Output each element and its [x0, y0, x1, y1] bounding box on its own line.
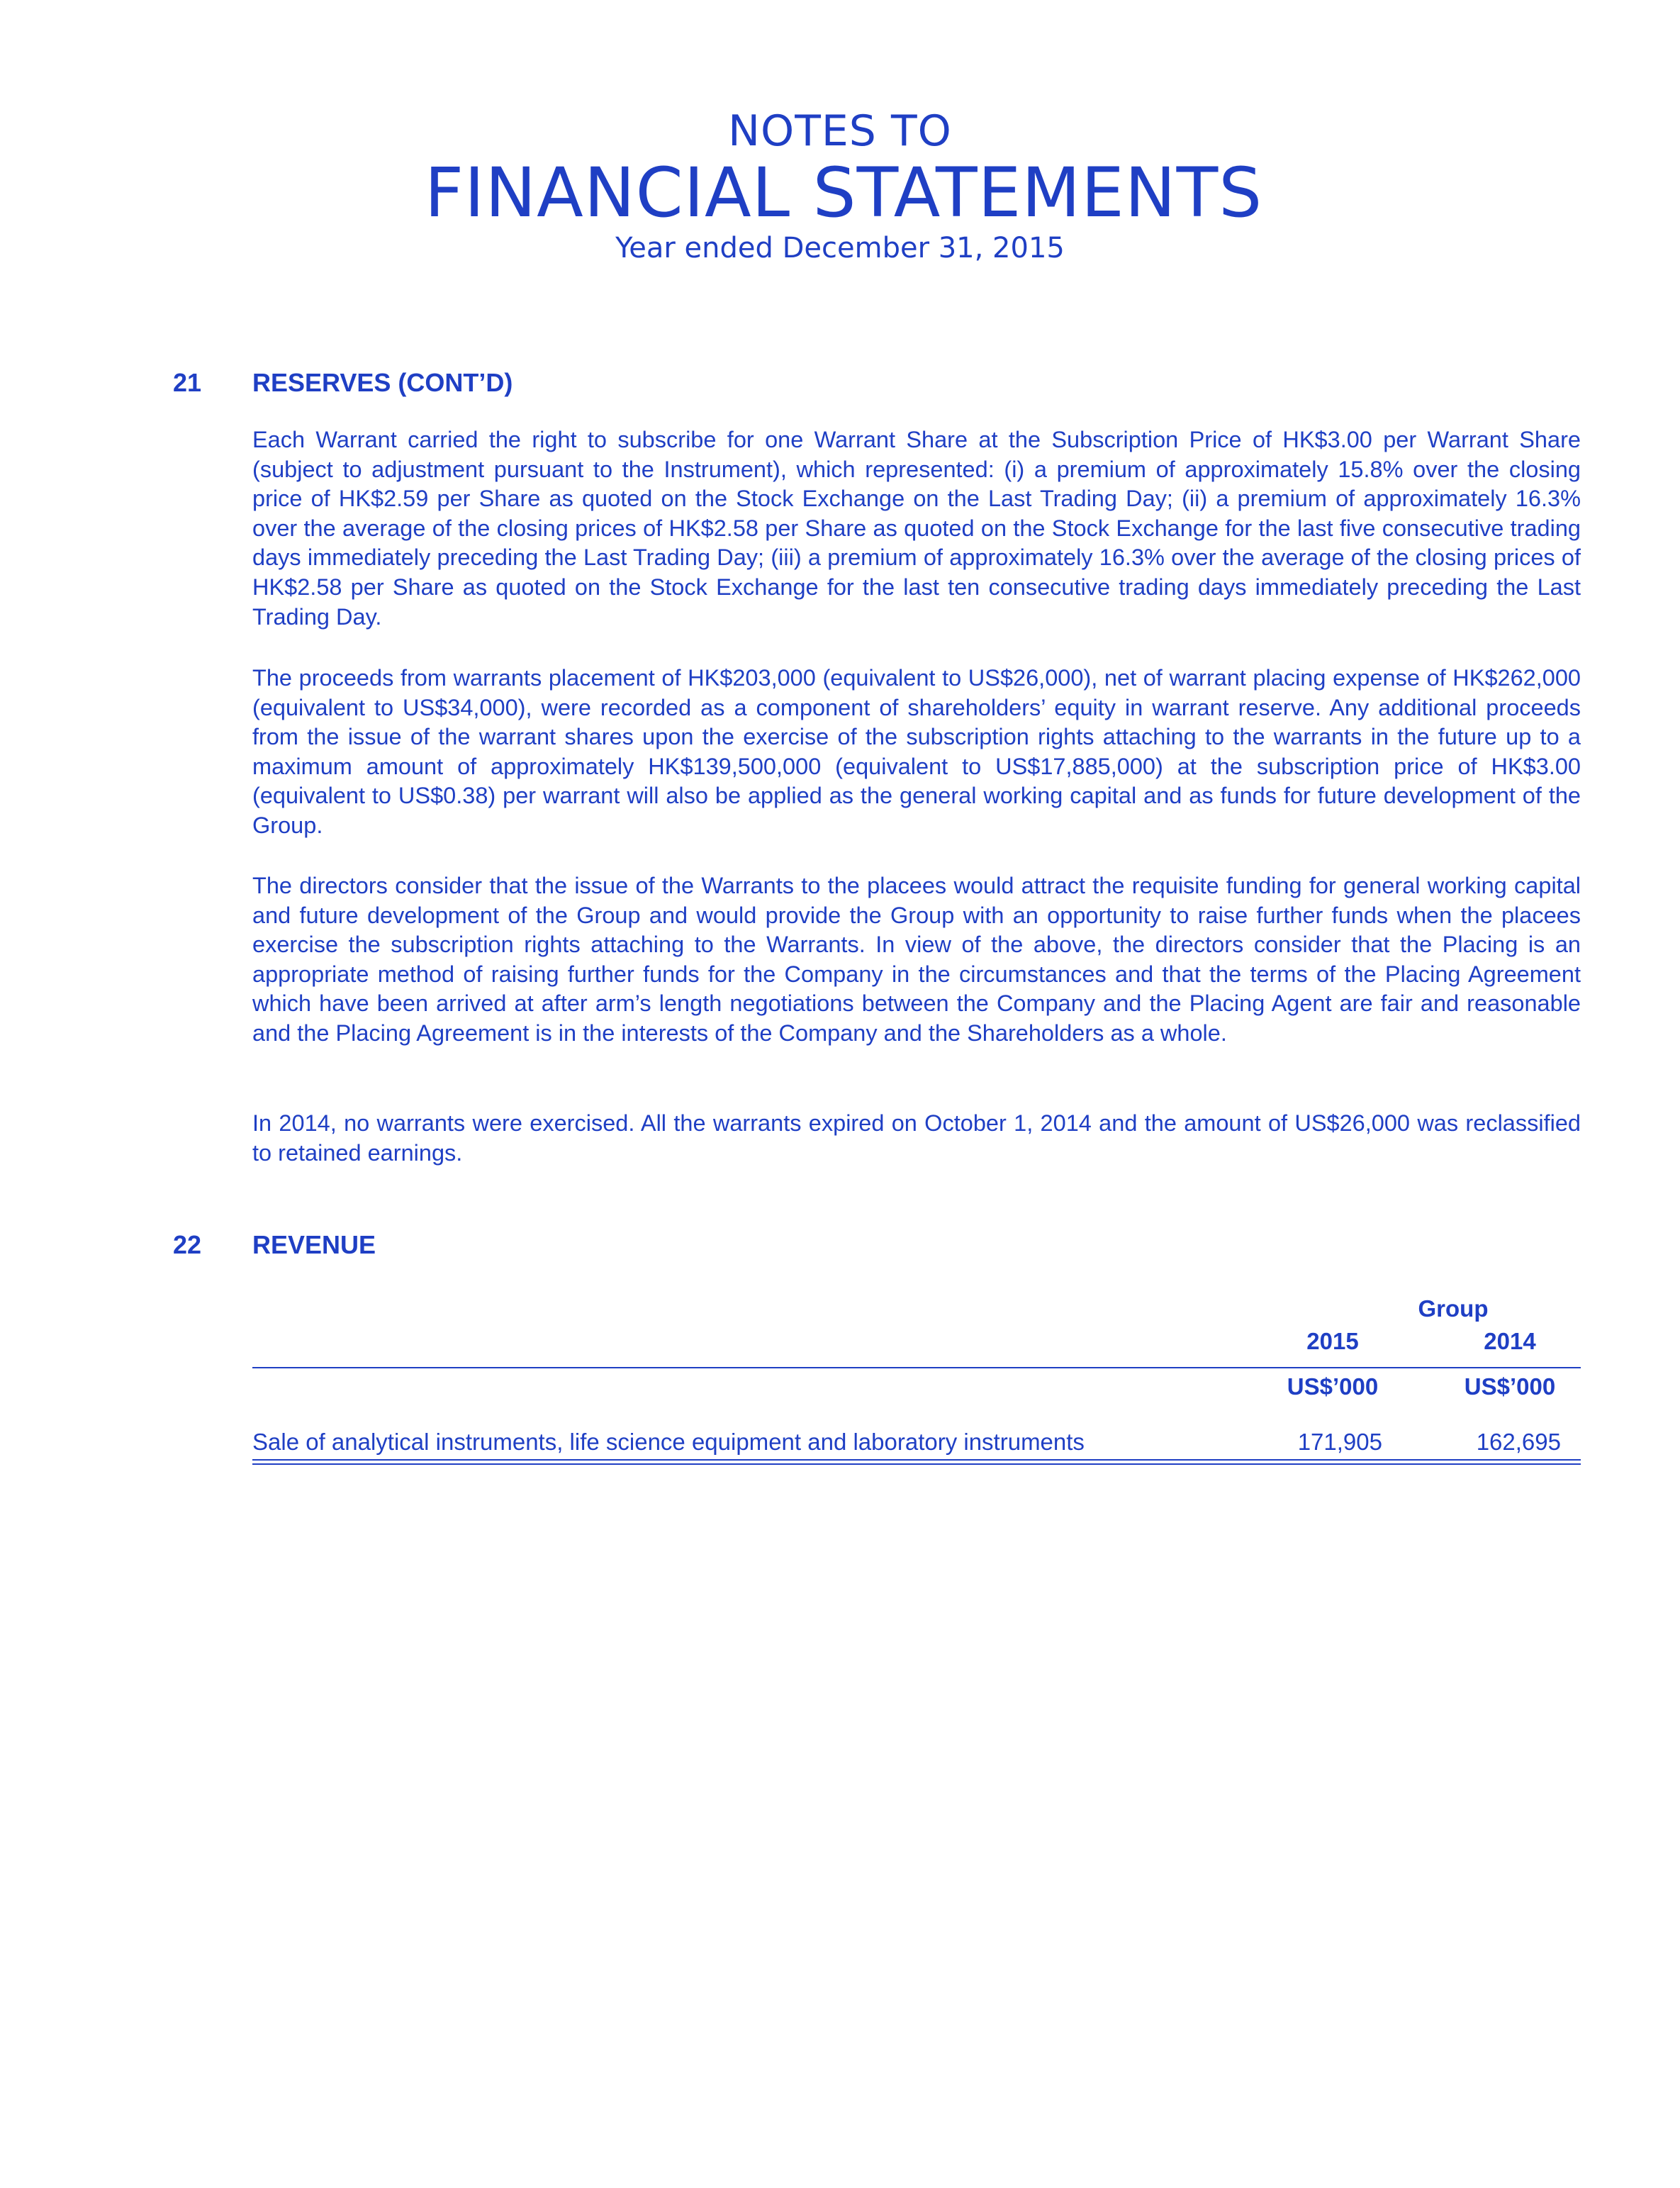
table-total-rule-top	[252, 1459, 1581, 1461]
section-21-title: RESERVES (CONT’D)	[252, 368, 513, 397]
section-21-paragraph-2: The proceeds from warrants placement of HK$203,000 (equivalent to US$26,000), net of warrant placing expense of HK$262,000 (equivalent to US$34,000), were recorded as a component of shareholders’ equity in warrant reserve. Any additional proceeds from the issue of the warrant shares upon the exercise of the subscription rights attaching to the warrants in the future up to a maximum amount of approximately HK$139,500,000 (equivalent to US$17,885,000) at the subscription price of HK$3.00 (equivalent to US$0.38) per warrant will also be applied as the general working capital and as funds for future development of the Group.	[252, 665, 1581, 838]
section-21-number: 21	[173, 368, 202, 397]
section-21-paragraph-3: The directors consider that the issue of the Warrants to the placees would attract the requisite funding for general working capital and future development of the Group and would provide the Group with an opportunity to raise further funds when the placees exercise the subscription rights attaching to the Warrants. In view of the above, the directors consider that the Placing is an appropriate method of raising further funds for the Company in the circumstances and that the terms of the Placing Agreement which have been arrived at after arm’s length negotiations between the Company and the Placing Agent are fair and reasonable and the Placing Agreement is in the interests of the Company and the Shareholders as a whole.	[252, 873, 1581, 1046]
table-group-label: Group	[1418, 1295, 1489, 1322]
section-21-paragraph-4: In 2014, no warrants were exercised. All the warrants expired on October 1, 2014 and the amount of US$26,000 was reclassified to retained earnings.	[252, 1110, 1581, 1166]
table-total-rule-bottom	[252, 1463, 1581, 1465]
table-year-2015: 2015	[1306, 1328, 1359, 1354]
table-year-2014: 2014	[1484, 1328, 1536, 1354]
table-unit-2015: US$’000	[1287, 1373, 1379, 1400]
table-header-rule	[252, 1367, 1581, 1368]
section-22-title: REVENUE	[252, 1230, 376, 1259]
section-21-paragraph-1: Each Warrant carried the right to subscribe for one Warrant Share at the Subscription Price of HK$3.00 per Warrant Share (subject to adjustment pursuant to the Instrument), which represented: (i) a premium of approximately 15.8% over the closing price of HK$2.59 per Share as quoted on the Stock Exchange on the Last Trading Day; (ii) a premium of approximately 16.3% over the average of the closing prices of HK$2.58 per Share as quoted on the Stock Exchange for the last five consecutive trading days immediately preceding the Last Trading Day; (iii) a premium of approximately 16.3% over the average of the closing prices of HK$2.58 per Share as quoted on the Stock Exchange for the last ten consecutive trading days immediately preceding the Last Trading Day.	[252, 427, 1581, 630]
header-notes-to: NOTES TO	[728, 106, 952, 156]
table-row-value-2015: 171,905	[1297, 1429, 1382, 1455]
page-header	[0, 106, 1680, 267]
section-22-number: 22	[173, 1230, 202, 1259]
header-year-ended: Year ended December 31, 2015	[615, 232, 1065, 264]
header-financial-statements: FINANCIAL STATEMENTS	[424, 153, 1263, 233]
revenue-table	[252, 1295, 1581, 1465]
table-unit-2014: US$’000	[1464, 1373, 1556, 1400]
table-row-value-2014: 162,695	[1476, 1429, 1561, 1455]
table-row-label: Sale of analytical instruments, life science equipment and laboratory instruments	[252, 1429, 1085, 1455]
